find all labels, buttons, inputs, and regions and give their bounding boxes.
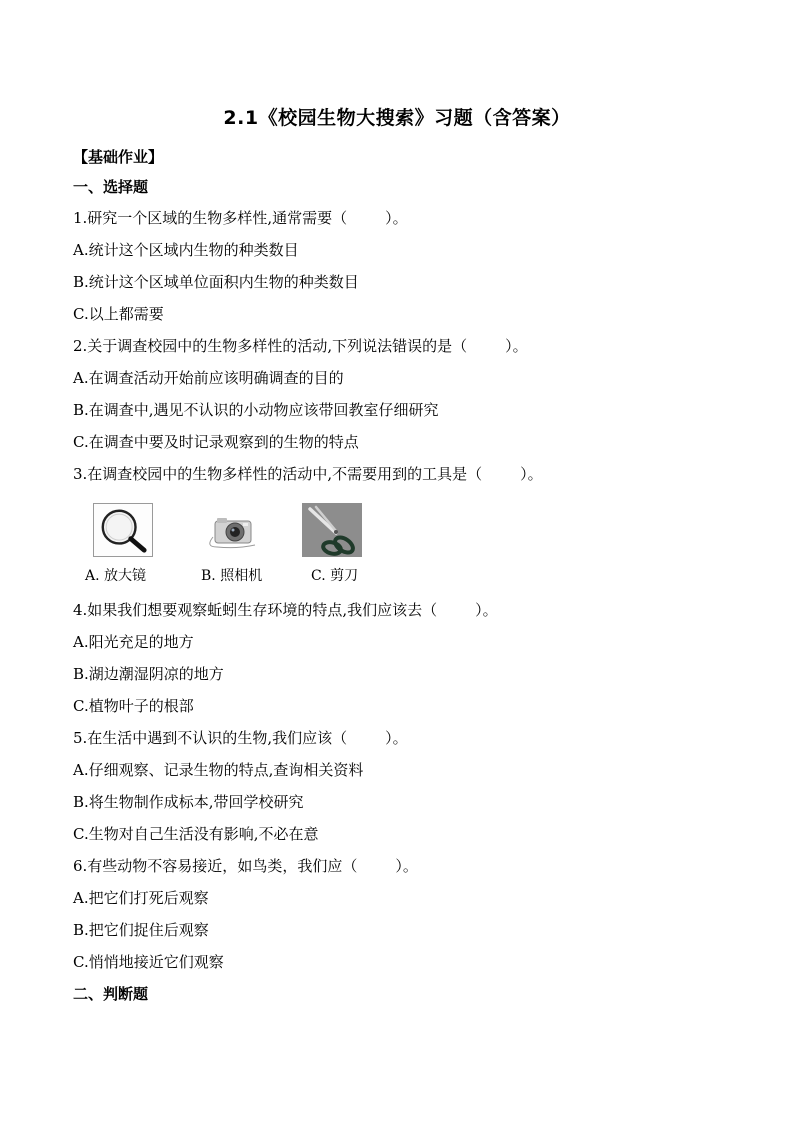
question-4-option-b: B.湖边潮湿阴凉的地方: [73, 665, 224, 683]
question-1-stem: 1.研究一个区域的生物多样性,通常需要（ ）。: [73, 209, 408, 227]
question-2-option-c: C.在调查中要及时记录观察到的生物的特点: [73, 433, 359, 451]
page-title: 2.1《校园生物大搜索》习题（含答案）: [223, 107, 571, 129]
question-5-option-a: A.仔细观察、记录生物的特点,查询相关资料: [73, 761, 364, 779]
question-3-stem: 3.在调查校园中的生物多样性的活动中,不需要用到的工具是（ ）。: [73, 465, 543, 483]
part2-heading: 二、判断题: [73, 985, 149, 1003]
option-a-caption: A. 放大镜: [85, 568, 147, 584]
question-1-option-a: A.统计这个区域内生物的种类数目: [73, 241, 299, 259]
question-6-option-a: A.把它们打死后观察: [73, 889, 209, 907]
magnifying-glass-icon: [93, 503, 153, 557]
part1-heading: 一、选择题: [73, 178, 149, 196]
question-4-option-a: A.阳光充足的地方: [73, 633, 194, 651]
section-basic-heading: 【基础作业】: [73, 148, 164, 166]
question-2-option-a: A.在调查活动开始前应该明确调查的目的: [73, 369, 344, 387]
question-4-stem: 4.如果我们想要观察蚯蚓生存环境的特点,我们应该去（ ）。: [73, 601, 498, 619]
option-c-caption: C. 剪刀: [311, 568, 359, 584]
option-b-caption: B. 照相机: [201, 568, 263, 584]
question-6-option-b: B.把它们捉住后观察: [73, 921, 209, 939]
question-5-option-b: B.将生物制作成标本,带回学校研究: [73, 793, 304, 811]
camera-icon: [203, 503, 263, 557]
question-6-option-c: C.悄悄地接近它们观察: [73, 953, 224, 971]
question-2-option-b: B.在调查中,遇见不认识的小动物应该带回教室仔细研究: [73, 401, 439, 419]
question-6-stem: 6.有些动物不容易接近，如鸟类，我们应（ ）。: [73, 857, 418, 875]
question-5-option-c: C.生物对自己生活没有影响,不必在意: [73, 825, 319, 843]
question-1-option-c: C.以上都需要: [73, 305, 164, 323]
question-4-option-c: C.植物叶子的根部: [73, 697, 194, 715]
scissors-icon: [302, 503, 362, 557]
question-5-stem: 5.在生活中遇到不认识的生物,我们应该（ ）。: [73, 729, 408, 747]
question-2-stem: 2.关于调查校园中的生物多样性的活动,下列说法错误的是（ ）。: [73, 337, 528, 355]
question-1-option-b: B.统计这个区域单位面积内生物的种类数目: [73, 273, 359, 291]
